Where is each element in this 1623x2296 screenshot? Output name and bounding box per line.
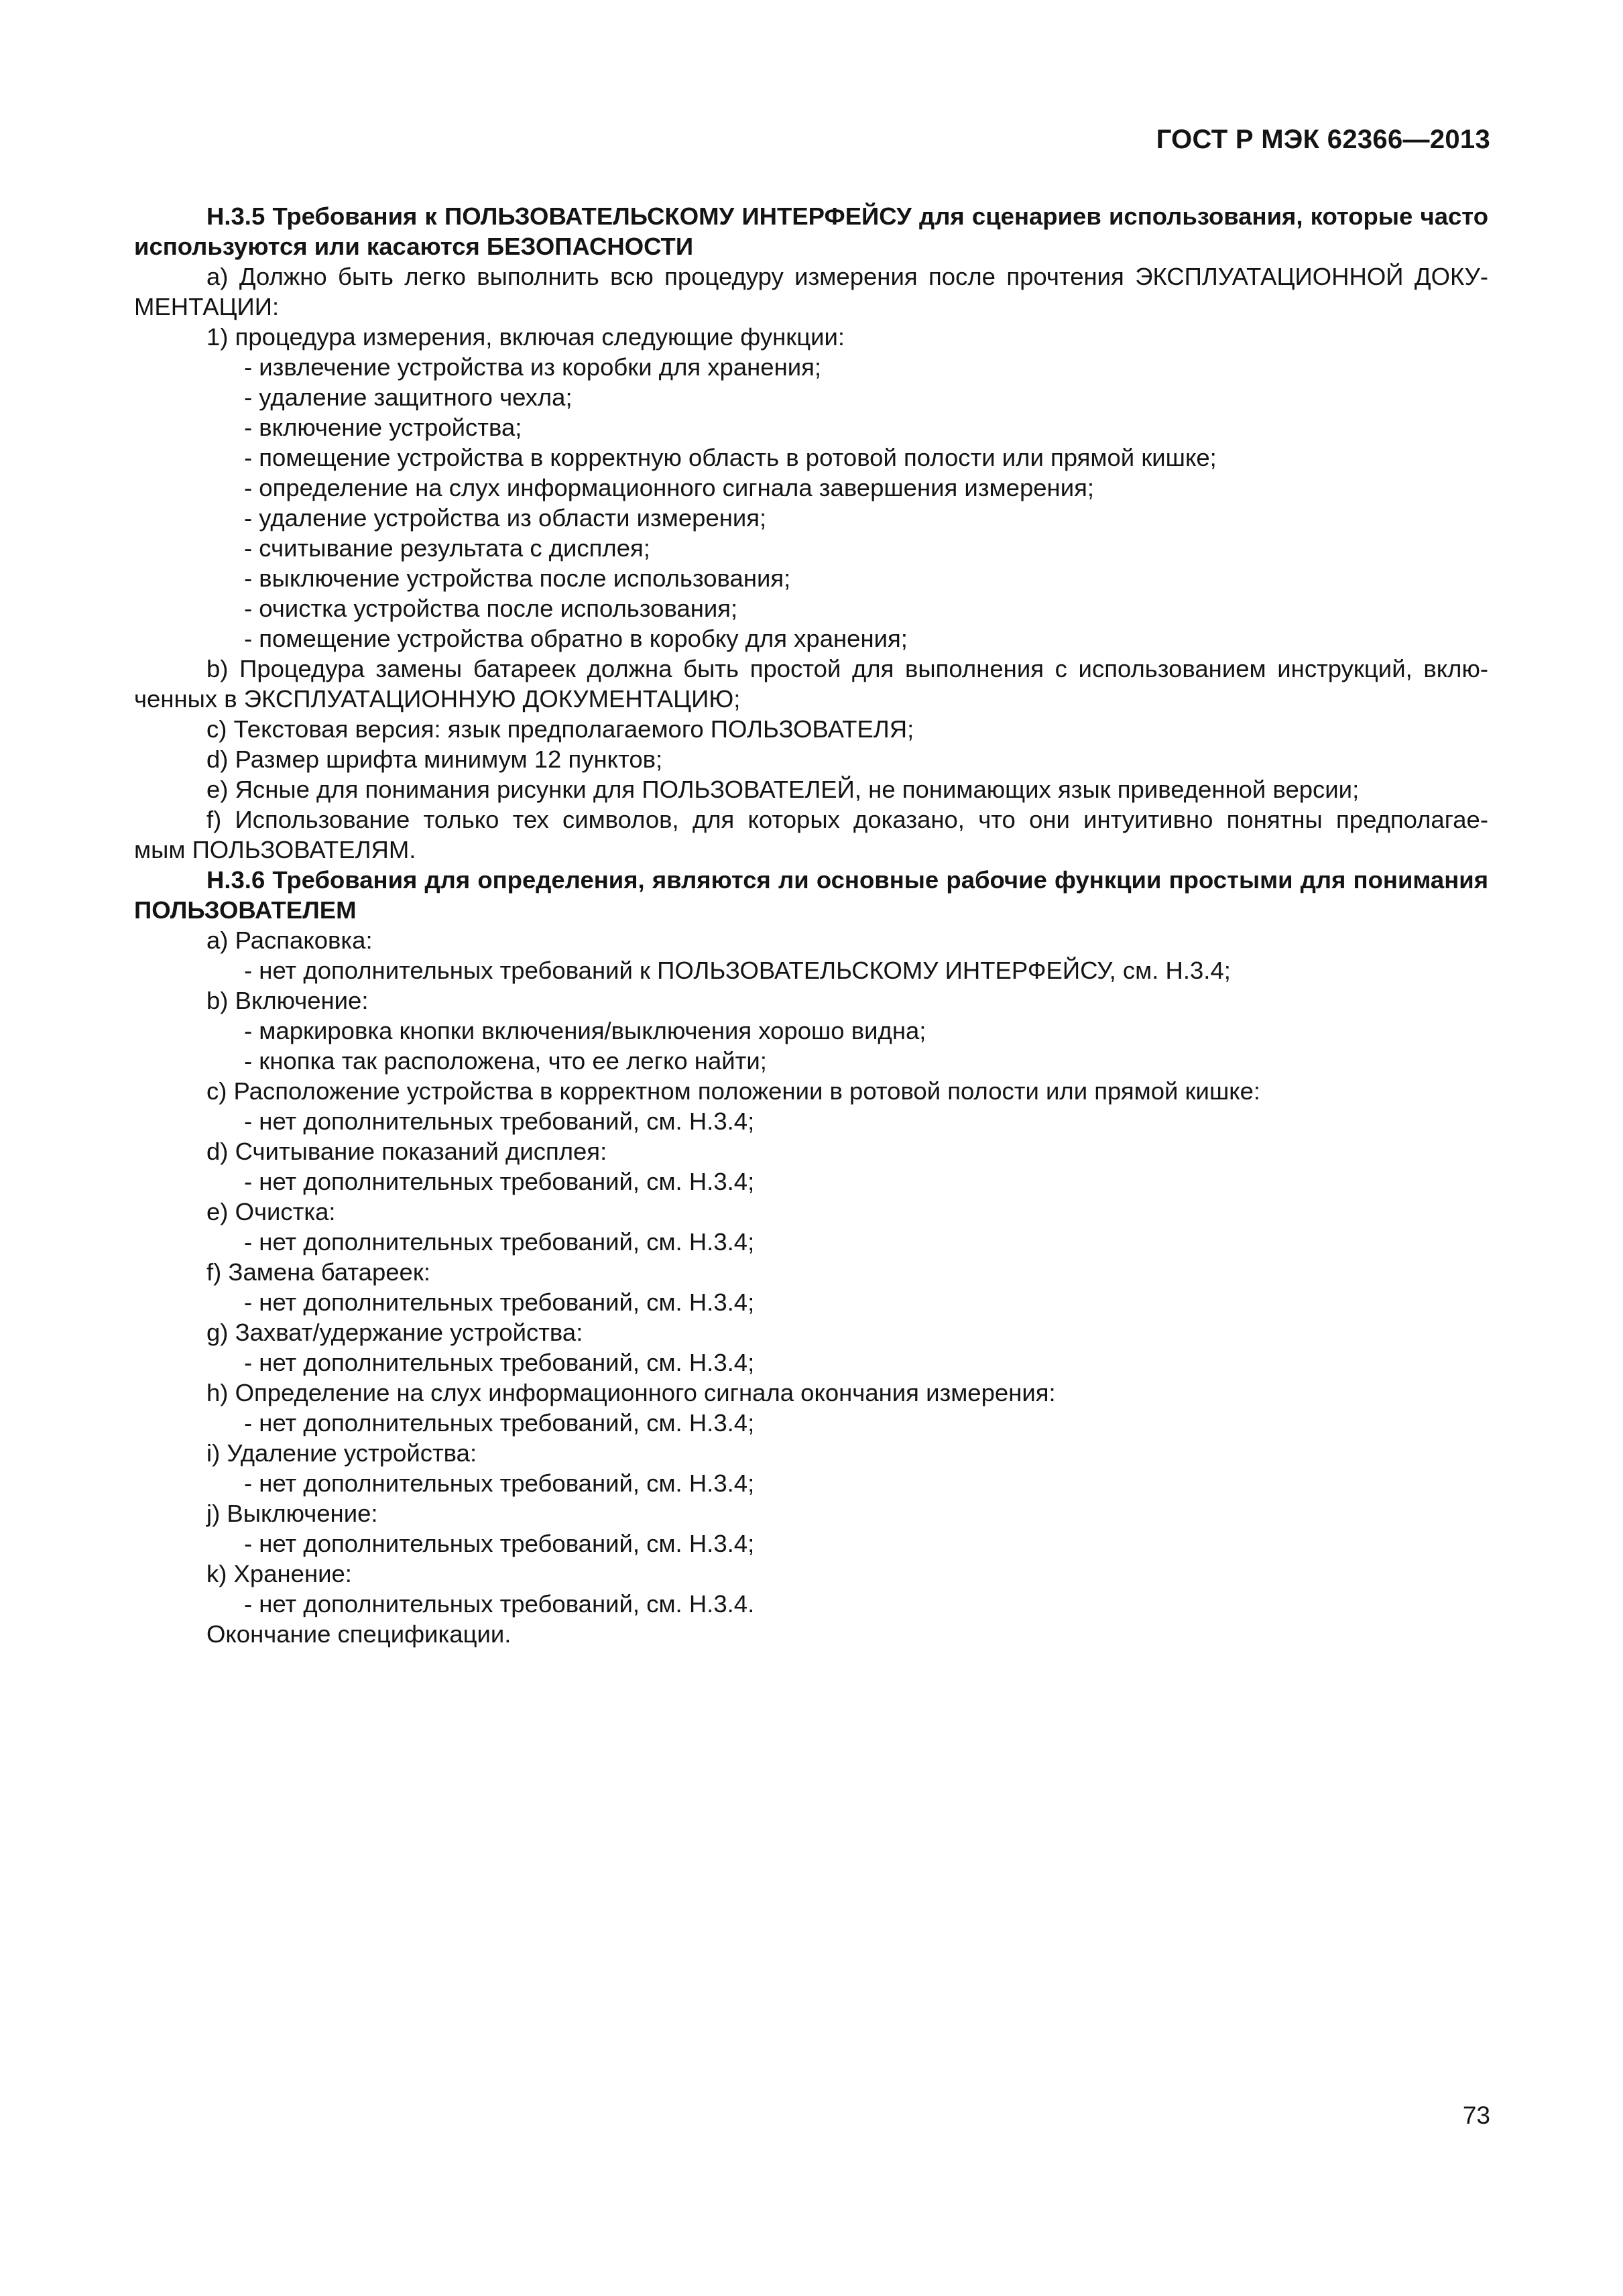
body-text-line: - нет дополнительных требований, см. Н.3.4; xyxy=(244,1168,755,1195)
body-text-line: - помещение устройства обратно в коробку для хранения; xyxy=(244,625,908,652)
body-text-line: g) Захват/удержание устройства: xyxy=(206,1319,583,1346)
body-text-line: - нет дополнительных требований, см. Н.3.4. xyxy=(244,1590,755,1618)
body-text-line: - удаление устройства из области измерения; xyxy=(244,504,767,532)
body-text-line: - нет дополнительных требований, см. Н.3.4; xyxy=(244,1409,755,1437)
body-text-line: а) Распаковка: xyxy=(206,926,373,954)
body-text-line: d) Считывание показаний дисплея: xyxy=(206,1138,607,1165)
body-text-line: b) Включение: xyxy=(206,987,369,1014)
body-text-line: с) Текстовая версия: язык предполагаемого ПОЛЬЗОВАТЕЛЯ; xyxy=(206,715,914,743)
body-text-line: j) Выключение: xyxy=(206,1500,378,1527)
body-text-line: е) Ясные для понимания рисунки для ПОЛЬЗОВАТЕЛЕЙ, не понимающих язык приведенной версии; xyxy=(206,776,1360,803)
body-text-line: - очистка устройства после использования; xyxy=(244,595,738,622)
body-text-line: - нет дополнительных требований, см. Н.3.4; xyxy=(244,1530,755,1557)
document-body xyxy=(134,201,1488,1649)
body-text-line: - нет дополнительных требований к ПОЛЬЗОВАТЕЛЬСКОМУ ИНТЕРФЕЙСУ, см. Н.3.4; xyxy=(244,957,1231,984)
body-text-line: - кнопка так расположена, что ее легко найти; xyxy=(244,1047,767,1075)
body-text-line: h) Определение на слух информационного сигнала окончания измерения: xyxy=(206,1379,1056,1406)
body-text-line: - включение устройства; xyxy=(244,414,522,441)
body-text-line: - определение на слух информационного сигнала завершения измерения; xyxy=(244,474,1095,501)
body-text-line: - удаление защитного чехла; xyxy=(244,383,573,411)
body-text-line: - выключение устройства после использования; xyxy=(244,564,791,592)
body-text-line: - извлечение устройства из коробки для хранения; xyxy=(244,353,822,381)
page-number: 73 xyxy=(1462,2102,1490,2129)
body-text-line: i) Удаление устройства: xyxy=(206,1439,477,1467)
body-text-line: МЕНТАЦИИ: xyxy=(134,293,280,320)
body-text-line: - нет дополнительных требований, см. Н.3.4; xyxy=(244,1107,755,1135)
body-text-line: 1) процедура измерения, включая следующие функции: xyxy=(206,323,845,351)
body-text-line: - считывание результата с дисплея; xyxy=(244,534,650,562)
section-heading-line: используются или касаются БЕЗОПАСНОСТИ xyxy=(134,233,694,260)
body-text-line: е) Очистка: xyxy=(206,1198,336,1225)
body-text-line: а) Должно быть легко выполнить всю процедуру измерения после прочтения ЭКСПЛУАТАЦИОННОЙ ДОКУ- xyxy=(206,263,1488,290)
section-heading-line: ПОЛЬЗОВАТЕЛЕМ xyxy=(134,896,357,924)
body-text-line: k) Хранение: xyxy=(206,1560,352,1587)
document-header: ГОСТ Р МЭК 62366—2013 xyxy=(1156,125,1490,154)
body-text-line: - помещение устройства в корректную область в ротовой полости или прямой кишке; xyxy=(244,444,1217,471)
body-text-line: мым ПОЛЬЗОВАТЕЛЯМ. xyxy=(134,836,416,863)
body-text-line: ченных в ЭКСПЛУАТАЦИОННУЮ ДОКУМЕНТАЦИЮ; xyxy=(134,685,741,713)
body-text-line: - нет дополнительных требований, см. Н.3.4; xyxy=(244,1349,755,1376)
body-text-line: с) Расположение устройства в корректном положении в ротовой полости или прямой кишке: xyxy=(206,1077,1261,1105)
body-text-line: - нет дополнительных требований, см. Н.3.4; xyxy=(244,1288,755,1316)
body-text-line: Окончание спецификации. xyxy=(206,1620,512,1648)
body-text-line: - нет дополнительных требований, см. Н.3.4; xyxy=(244,1228,755,1256)
body-text-line: b) Процедура замены батареек должна быть простой для выполнения с использованием инструкций, вклю- xyxy=(206,655,1488,682)
section-heading-line: Н.3.6 Требования для определения, являются ли основные рабочие функции простыми для понимания xyxy=(206,866,1488,894)
body-text-line: d) Размер шрифта минимум 12 пунктов; xyxy=(206,745,663,773)
section-heading-line: Н.3.5 Требования к ПОЛЬЗОВАТЕЛЬСКОМУ ИНТЕРФЕЙСУ для сценариев использования, которые часто xyxy=(206,202,1488,230)
body-text-line: f) Использование только тех символов, для которых доказано, что они интуитивно понятны предполагае- xyxy=(206,806,1488,833)
body-text-line: - маркировка кнопки включения/выключения хорошо видна; xyxy=(244,1017,926,1044)
body-text-line: f) Замена батареек: xyxy=(206,1258,430,1286)
body-text-line: - нет дополнительных требований, см. Н.3.4; xyxy=(244,1469,755,1497)
